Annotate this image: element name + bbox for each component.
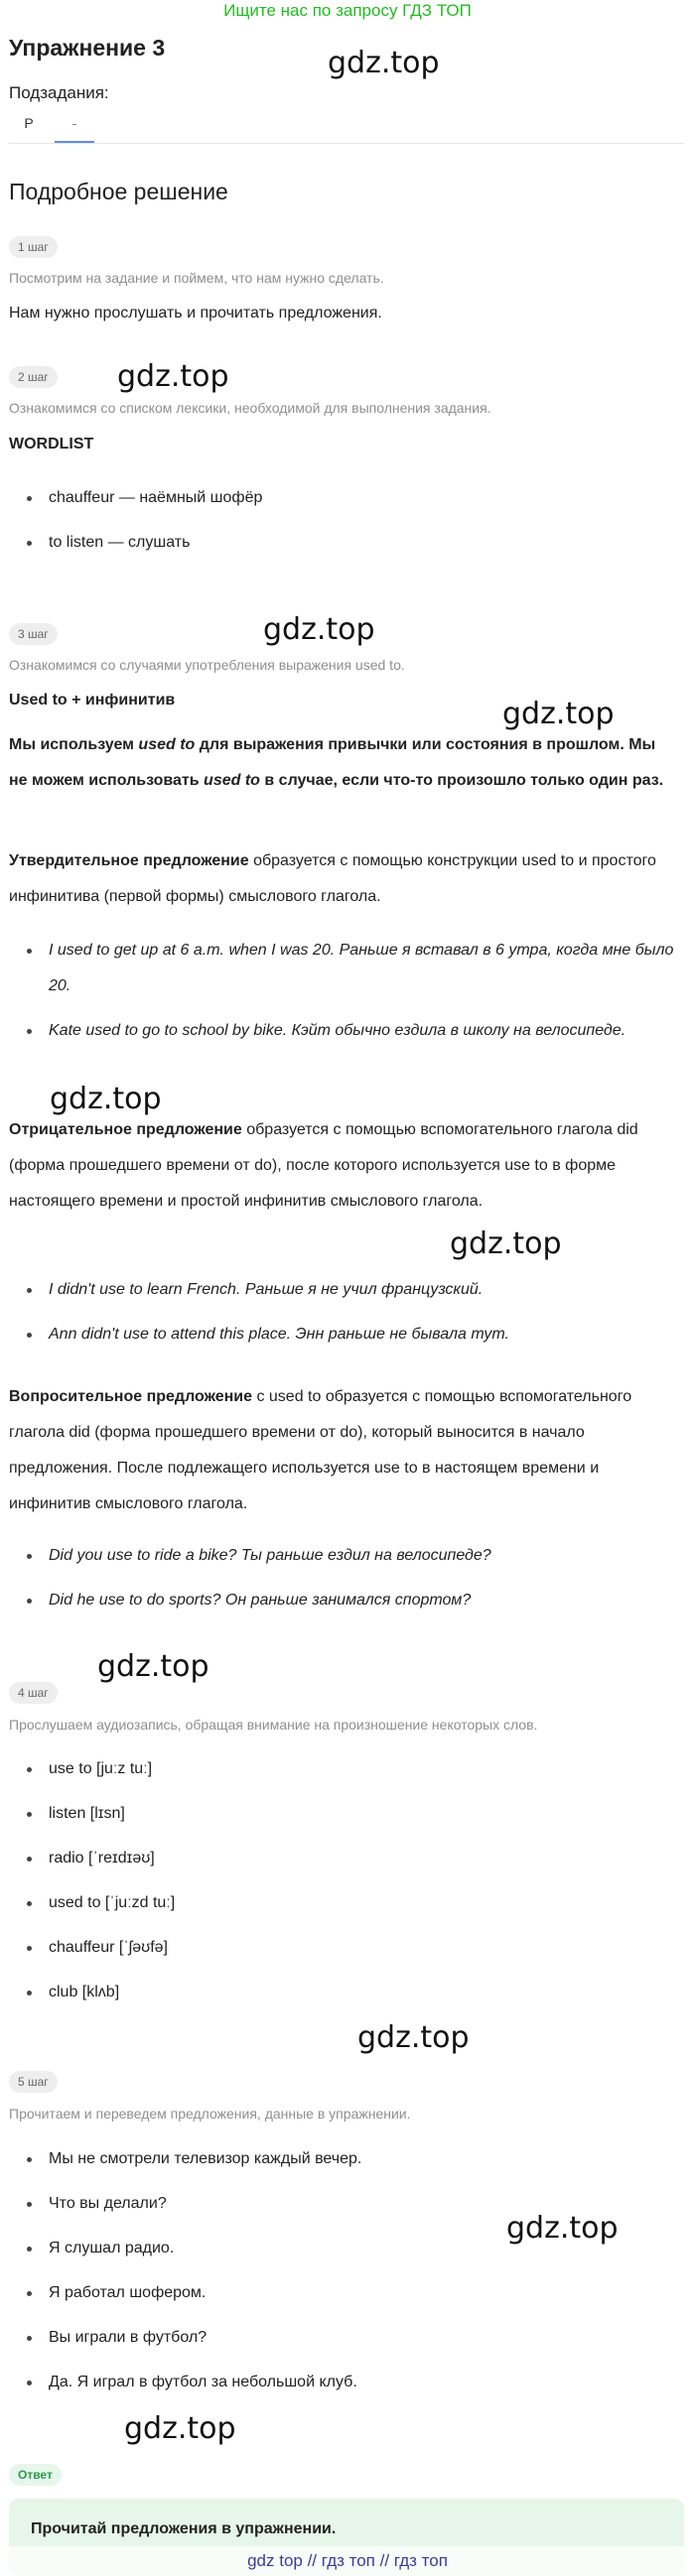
list-item: use to [juːz tuː]	[9, 1751, 676, 1787]
question-examples	[9, 1538, 676, 1627]
watermark: gdz.top	[450, 1226, 562, 1261]
subtasks-label: Подзадания:	[9, 83, 109, 102]
exercise-title: Упражнение 3	[9, 35, 166, 61]
list-item: I didn't use to learn French. Раньше я не учил французский.	[9, 1272, 676, 1308]
watermark: gdz.top	[357, 2020, 470, 2055]
list-item: Ann didn't use to attend this place. Энн раньше не бывала тут.	[9, 1317, 676, 1352]
footer-watermark: gdz top // гдз топ // гдз топ	[0, 2546, 695, 2576]
watermark: gdz.top	[328, 46, 440, 80]
list-item: to listen — слушать	[9, 525, 676, 561]
pronunciation-list	[9, 1751, 676, 2019]
answer-text: Прочитай предложения в упражнении.	[31, 2520, 337, 2537]
watermark: gdz.top	[97, 1649, 209, 1684]
list-item: Kate used to go to school by bike. Кэйт обычно ездила в школу на велосипеде.	[9, 1013, 676, 1049]
step-badge: 3 шаг	[9, 623, 58, 645]
watermark: gdz.top	[263, 612, 375, 647]
step-hint: Ознакомимся со случаями употребления выражения used to.	[9, 657, 405, 673]
list-item: Что вы делали?	[9, 2186, 676, 2222]
list-item: Мы не смотрели телевизор каждый вечер.	[9, 2141, 676, 2177]
step-badge: 4 шаг	[9, 1682, 58, 1704]
negative-rule: Отрицательное предложение образуется с помощью вспомогательного глагола did (форма прошедшего времени от do), после которого используется use to в форме настоящего времени и простой инфинитив смыслового глагола.	[9, 1121, 638, 1210]
list-item: Вы играли в футбол?	[9, 2320, 676, 2356]
list-item: Did he use to do sports? Он раньше занимался спортом?	[9, 1583, 676, 1618]
watermark: gdz.top	[50, 1082, 162, 1116]
watermark: gdz.top	[124, 2411, 236, 2446]
tab-dash[interactable]: -	[55, 111, 94, 143]
subtask-tabs	[9, 111, 684, 144]
list-item: Did you use to ride a bike? Ты раньше ездил на велосипеде?	[9, 1538, 676, 1574]
step-hint: Посмотрим на задание и поймем, что нам нужно сделать.	[9, 270, 384, 286]
list-item: Я работал шофером.	[9, 2275, 676, 2311]
list-item: used to [ˈjuːzd tuː]	[9, 1885, 676, 1921]
list-item: listen [lɪsn]	[9, 1796, 676, 1832]
question-rule: Вопросительное предложение с used to образуется с помощью вспомогательного глагола did (форма прошедшего времени от do), который выносится в начало предложения. После подлежащего используется use to в настоящем времени и инфинитив смыслового глагола.	[9, 1388, 632, 1512]
list-item: I used to get up at 6 a.m. when I was 20. Раньше я вставал в 6 утра, когда мне было 20.	[9, 933, 676, 1004]
step-hint: Ознакомимся со списком лексики, необходимой для выполнения задания.	[9, 400, 491, 416]
wordlist	[9, 480, 676, 561]
watermark: gdz.top	[117, 359, 229, 394]
answer-badge: Ответ	[9, 2464, 62, 2486]
list-item: club [klʌb]	[9, 1975, 676, 2010]
step-badge: 5 шаг	[9, 2071, 58, 2093]
list-item: Да. Я играл в футбол за небольшой клуб.	[9, 2365, 676, 2400]
negative-examples	[9, 1272, 676, 1361]
step-hint: Прочитаем и переведем предложения, данные в упражнении.	[9, 2106, 411, 2122]
step-badge: 2 шаг	[9, 366, 58, 388]
step-badge: 1 шаг	[9, 236, 58, 258]
list-item: chauffeur — наёмный шофёр	[9, 480, 676, 516]
search-banner: Ищите нас по запросу ГДЗ ТОП	[223, 1, 472, 20]
watermark: gdz.top	[502, 697, 615, 731]
list-item: chauffeur [ˈʃəʊfə]	[9, 1930, 676, 1966]
step-text: Нам нужно прослушать и прочитать предложения.	[9, 305, 382, 322]
list-item: Я слушал радио.	[9, 2231, 676, 2266]
used-to-heading: Used to + инфинитив	[9, 692, 176, 708]
watermark: gdz.top	[506, 2211, 619, 2246]
tab-p[interactable]: P	[24, 115, 34, 131]
translation-list	[9, 2141, 676, 2409]
wordlist-heading: WORDLIST	[9, 436, 94, 452]
affirmative-examples	[9, 933, 676, 1058]
affirmative-rule: Утвердительное предложение образуется с помощью конструкции used to и простого инфинитива (первой формы) смыслового глагола.	[9, 852, 656, 905]
solution-title: Подробное решение	[9, 179, 228, 204]
used-to-rule: Мы используем used to для выражения привычки или состояния в прошлом. Мы не можем использовать used to в случае, если что-то произошло только один раз.	[9, 736, 664, 789]
step-hint: Прослушаем аудиозапись, обращая внимание на произношение некоторых слов.	[9, 1717, 538, 1733]
list-item: radio [ˈreɪdɪəʊ]	[9, 1841, 676, 1876]
